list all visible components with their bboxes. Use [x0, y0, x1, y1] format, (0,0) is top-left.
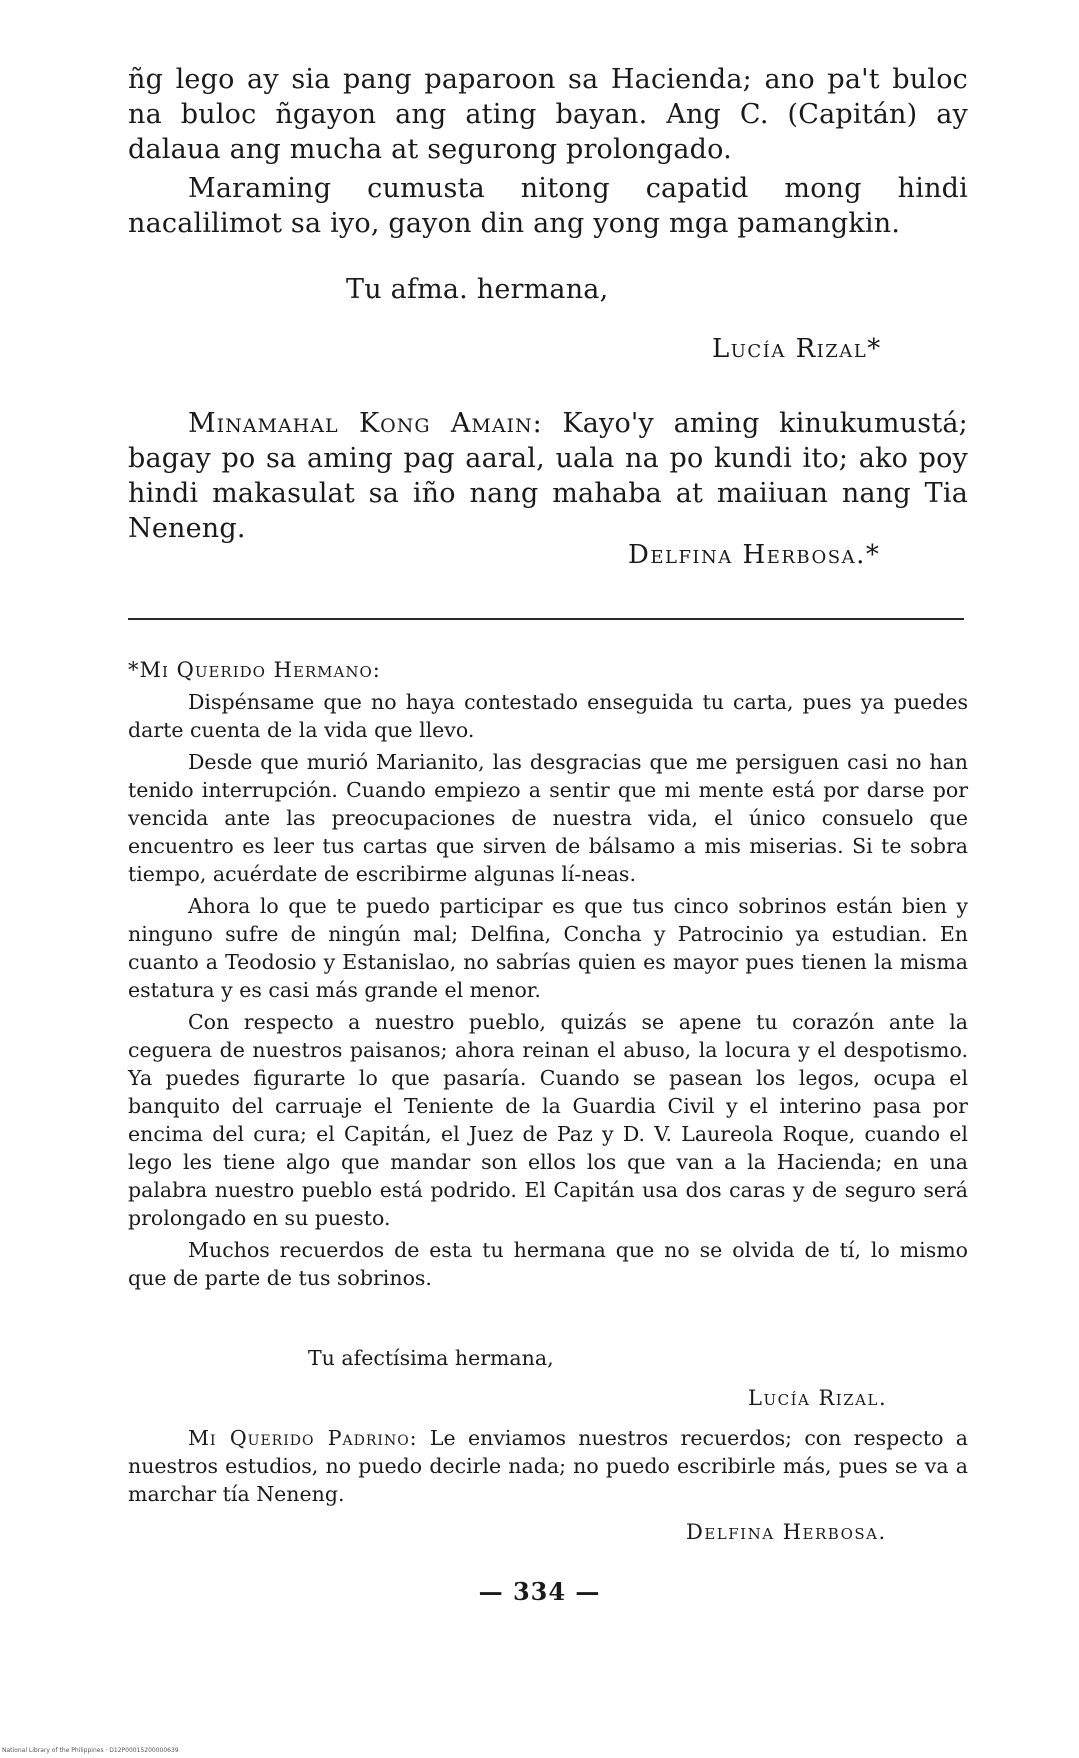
- footnote-second-letter: [128, 1424, 968, 1508]
- footnote-second-salutation: Mi Querido Padrino:: [188, 1426, 418, 1450]
- letter-closing: Tu afma. hermana,: [346, 274, 609, 305]
- signature-lucia-rizal: Lucía Rizal*: [712, 334, 882, 364]
- page-number: — 334 —: [478, 1577, 601, 1606]
- footnote-signature-delfina: Delfina Herbosa.: [686, 1520, 887, 1544]
- footnote-paragraph: Dispénsame que no haya contestado enseguida tu carta, pues ya puedes darte cuenta de la vida que llevo.: [128, 690, 968, 742]
- letter-delfina-tagalog: [128, 406, 968, 546]
- letter-body: Kayo'y aming kinukumustá; bagay po sa aming pag aaral, uala na po kundi ito; ako poy hindi makasulat sa iño nang mahaba at maiiuan nang Tia Neneng.: [128, 408, 968, 544]
- letter-salutation: Minamahal Kong Amain:: [188, 408, 543, 439]
- footnote-paragraph: Ahora lo que te puedo participar es que tus cinco sobrinos están bien y ninguno sufre de ningún mal; Delfina, Concha y Patrocinio ya estudian. En cuanto a Teodosio y Estanislao, no sabrías quien es mayor pues tienen la misma estatura y es casi más grande el menor.: [128, 894, 968, 1002]
- letter-paragraph: Maraming cumusta nitong capatid mong hindi nacalilimot sa iyo, gayon din ang yong mga pamangkin.: [128, 173, 968, 239]
- signature-delfina-herbosa: Delfina Herbosa.*: [628, 540, 881, 570]
- footnote-separator: [128, 618, 964, 620]
- letter-lucia-tagalog: [128, 62, 968, 241]
- footnote-second-body: Le enviamos nuestros recuerdos; con respecto a nuestros estudios, no puedo decirle nada; no puedo escribirle más, pues se va a marchar tía Neneng.: [128, 1426, 968, 1506]
- footnote-salutation: *Mi Querido Hermano:: [128, 658, 381, 682]
- footnote-paragraph: Desde que murió Marianito, las desgracias que me persiguen casi no han tenido interrupción. Cuando empiezo a sentir que mi mente está por darse por vencida ante las preocupaciones de nuestra vida, el único consuelo que encuentro es leer tus cartas que sirven de bálsamo a mis miserias. Si te sobra tiempo, acuérdate de escribirme algunas lí-neas.: [128, 750, 968, 886]
- footnote-closing: Tu afectísima hermana,: [308, 1346, 554, 1370]
- scan-imprint: National Library of the Philippines · D12P00015200000639: [2, 1747, 179, 1754]
- footnote-paragraph: Con respecto a nuestro pueblo, quizás se apene tu corazón ante la ceguera de nuestros paisanos; ahora reinan el abuso, la locura y el despotismo. Ya puedes figurarte lo que pasaría. Cuando se pasean los legos, ocupa el banquito del carruaje el Teniente de la Guardia Civil y el interino pasa por encima del cura; el Capitán, el Juez de Paz y D. V. Laureola Roque, cuando el lego les tiene algo que mandar son ellos los que van a la Hacienda; en una palabra nuestro pueblo está podrido. El Capitán usa dos caras y de seguro será prolongado en su puesto.: [128, 1010, 968, 1230]
- letter-paragraph: ñg lego ay sia pang paparoon sa Hacienda; ano pa't buloc na buloc ñgayon ang ating bayan. Ang C. (Capitán) ay dalaua ang mucha at segurong prolongado.: [128, 64, 968, 165]
- footnote-paragraph: Muchos recuerdos de esta tu hermana que no se olvida de tí, lo mismo que de parte de tus sobrinos.: [128, 1238, 968, 1290]
- footnote: [128, 656, 968, 1292]
- footnote-signature-lucia: Lucía Rizal.: [748, 1386, 888, 1410]
